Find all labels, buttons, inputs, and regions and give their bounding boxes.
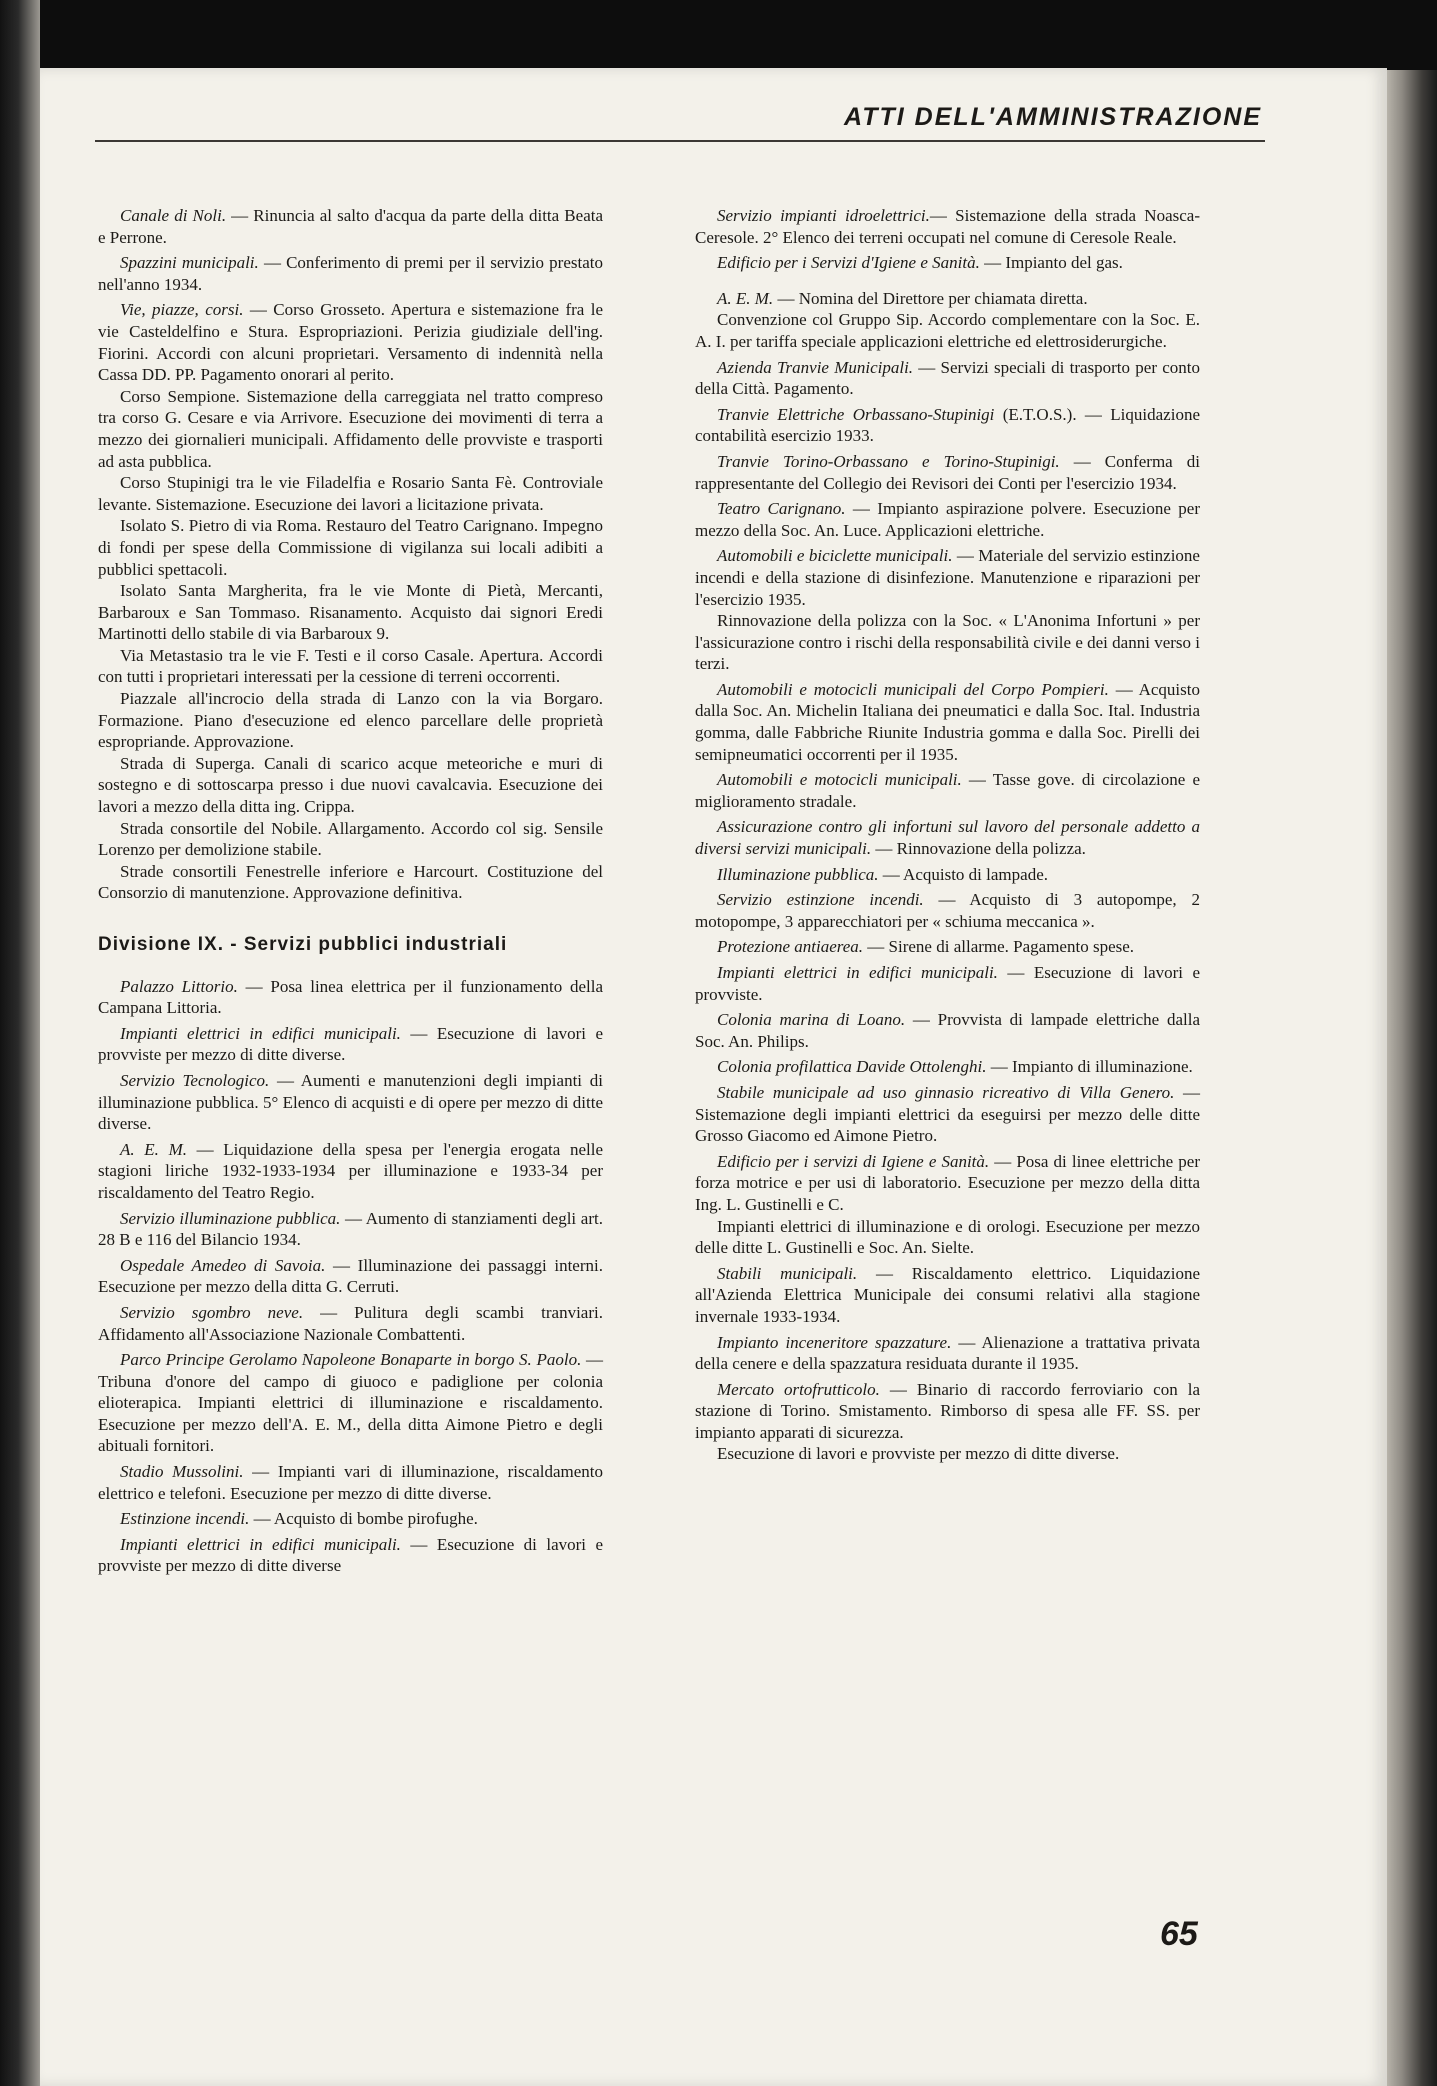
paragraph: Isolato Santa Margherita, fra le vie Monte di Pietà, Mercanti, Barbaroux e San Tommaso. Risanamento. Acquisto dai signori Eredi Martinotti dello stabile di via Barbaroux 9.: [98, 581, 603, 644]
entry: [98, 1255, 603, 1298]
entry-lead: Impianto inceneritore spazzature.: [717, 1332, 952, 1352]
entry: [695, 816, 1200, 859]
entry: [695, 1082, 1200, 1147]
entry-text: — Conferma di rappresentante del Collegio dei Revisori dei Conti per l'esercizio 1934.: [695, 451, 1200, 493]
entry-lead: Servizio illuminazione pubblica.: [120, 1208, 341, 1228]
entry: [695, 357, 1200, 400]
entry: [695, 769, 1200, 812]
entry-text: — Tasse gove. di circolazione e miglioramento stradale.: [695, 770, 1201, 811]
entry: [98, 1208, 603, 1251]
entry-lead: Edificio per i Servizi d'Igiene e Sanità.: [717, 253, 980, 273]
entry-lead: Palazzo Littorio.: [120, 976, 238, 996]
entry-lead: Stadio Mussolini.: [120, 1462, 244, 1482]
entry-lead: Edificio per i servizi di Igiene e Sanità.: [717, 1151, 990, 1171]
paragraph: Strada consortile del Nobile. Allargamento. Accordo col sig. Sensile Lorenzo per demolizione stabile.: [98, 818, 603, 860]
entry-text: — Liquidazione della spesa per l'energia erogata nelle stagioni liriche 1932-1933-1934 per illuminazione e 1933-34 per riscaldamento del Teatro Regio.: [98, 1139, 603, 1202]
entry-text: — Esecuzione di lavori e provviste per mezzo di ditte diverse: [98, 1534, 603, 1576]
entry-text: — Pulitura degli scambi tranviari. Affidamento all'Associazione Nazionale Combattenti.: [98, 1302, 603, 1344]
entry-text: (E.T.O.S.). — Liquidazione contabilità esercizio 1933.: [695, 404, 1200, 446]
entry-lead: Tranvie Torino-Orbassano e Torino-Stupinigi.: [717, 451, 1060, 471]
entry-lead: Stabili municipali.: [717, 1263, 858, 1283]
entry: [695, 1263, 1200, 1328]
entry-lead: Automobili e biciclette municipali.: [717, 546, 953, 566]
scan-right-border: [1387, 70, 1437, 2086]
section-heading: Divisione IX. - Servizi pubblici industriali: [98, 934, 508, 955]
entry: [695, 498, 1200, 541]
entry-lead: Parco Principe Gerolamo Napoleone Bonaparte in borgo S. Paolo.: [120, 1350, 582, 1370]
entry-text: — Binario di raccordo ferroviario con la stazione di Torino. Smistamento. Rimborso di spesa alle FF. SS. per impianto apparati di sicurezza.: [695, 1379, 1200, 1442]
entry-text: — Posa linea elettrica per il funzionamento della Campana Littoria.: [98, 976, 603, 1018]
entry-lead: A. E. M.: [120, 1139, 187, 1159]
entry: [695, 205, 1200, 248]
entry-text: — Acquisto di lampade.: [878, 864, 1048, 884]
left-column: [98, 205, 603, 1581]
entry-text: Rinnovazione della polizza con la Soc. « L'Anonima Infortuni » per l'assicurazione contro i rischi della responsabilità civile e dei danni verso i terzi.: [695, 611, 1200, 674]
entry: [695, 309, 1200, 352]
entry-lead: Mercato ortofrutticolo.: [717, 1379, 880, 1399]
entry: [695, 610, 1200, 675]
entry-text: Esecuzione di lavori e provviste per mezzo di ditte diverse.: [717, 1444, 1120, 1464]
entry: [695, 545, 1200, 610]
entry: [695, 1151, 1200, 1216]
entry-text: — Impianti vari di illuminazione, riscaldamento elettrico e telefoni. Esecuzione per mezzo di ditte diverse.: [98, 1462, 604, 1503]
paragraph: Via Metastasio tra le vie F. Testi e il corso Casale. Apertura. Accordi con tutti i proprietari interessati per la cessione di terreni occorrenti.: [98, 645, 603, 687]
entry-lead: Servizio estinzione incendi.: [717, 890, 924, 910]
entry: [98, 252, 603, 295]
entry-lead: Vie, piazze, corsi.: [120, 300, 244, 320]
entry: [98, 976, 603, 1019]
entry-text: — Riscaldamento elettrico. Liquidazione all'Azienda Elettrica Municipale dei consumi relativi alla stagione invernale 1933-1934.: [695, 1263, 1200, 1326]
entry: [695, 252, 1200, 274]
entry: [98, 1070, 603, 1135]
entry-text: — Corso Grosseto. Apertura e sistemazione fra le vie Casteldelfino e Stura. Espropriazioni. Perizia giudiziale dell'ing. Fiorini. Accordi con alcuni proprietari. Versamento di indennità nella Cassa DD. PP. Pagamento onorari al perito.: [98, 300, 603, 385]
entry-text: — Acquisto di bombe pirofughe.: [249, 1509, 478, 1529]
entry-text: — Provvista di lampade elettriche dalla Soc. An. Philips.: [695, 1010, 1200, 1051]
entry-text: — Aumento di stanziamenti degli art. 28 B e 116 del Bilancio 1934.: [98, 1208, 603, 1250]
entry-lead: Spazzini municipali.: [120, 253, 259, 273]
entry-text: — Aumenti e manutenzioni degli impianti di illuminazione pubblica. 5° Elenco di acquisti e di opere per mezzo di ditte diverse.: [98, 1070, 603, 1134]
entry: [695, 1379, 1200, 1444]
entry-lead: Automobili e motocicli municipali del Corpo Pompieri.: [717, 679, 1109, 699]
entry-lead: Canale di Noli.: [120, 206, 227, 225]
paragraph: Strada di Superga. Canali di scarico acque meteoriche e muri di sostegno e di sottoscarpa presso i due nuovi cavalcavia. Esecuzione dei lavori a mezzo della ditta ing. Crippa.: [98, 753, 603, 817]
page-number: 65: [1160, 1915, 1198, 1953]
running-head: ATTI DELL'AMMINISTRAZIONE: [844, 103, 1262, 131]
entry-text: — Impianto del gas.: [979, 253, 1123, 273]
header-rule: [95, 140, 1265, 142]
entry: [695, 451, 1200, 494]
entry-lead: Impianti elettrici in edifici municipali.: [120, 1023, 401, 1043]
entry-text: — Illuminazione dei passaggi interni. Esecuzione per mezzo della ditta G. Cerruti.: [98, 1255, 603, 1297]
entry: [695, 679, 1200, 765]
entry-text: — Esecuzione di lavori e provviste.: [695, 963, 1200, 1004]
entry: [98, 1302, 603, 1345]
entry-lead: Assicurazione contro gli infortuni sul lavoro del personale addetto a diversi servizi municipali.: [695, 817, 1200, 859]
right-column: [695, 205, 1200, 1469]
entry: [98, 1534, 603, 1577]
entry: [695, 1009, 1200, 1052]
entry-lead: Servizio impianti idroelettrici.: [717, 206, 930, 225]
entry-lead: Stabile municipale ad uso ginnasio ricreativo di Villa Genero.: [717, 1082, 1175, 1102]
entry-lead: Illuminazione pubblica.: [717, 864, 879, 884]
entry-lead: Teatro Carignano.: [717, 499, 846, 519]
entry: [695, 864, 1200, 886]
entry-text: — Rinuncia al salto d'acqua da parte della ditta Beata e Perrone.: [98, 206, 604, 247]
paragraph: Isolato S. Pietro di via Roma. Restauro del Teatro Carignano. Impegno di fondi per spese della Commissione di vigilanza sui locali adibiti a pubblici spettacoli.: [98, 516, 603, 579]
entry-text: — Nomina del Direttore per chiamata diretta.: [773, 288, 1088, 308]
entry-lead: Impianti elettrici in edifici municipali.: [717, 963, 998, 982]
scan-left-border: [0, 0, 40, 2086]
entry-text: — Alienazione a trattativa privata della cenere e della spazzatura residuata durante il 1935.: [695, 1332, 1200, 1374]
entry-lead: Colonia marina di Loano.: [717, 1010, 906, 1030]
entry: [98, 1461, 603, 1504]
entry: [695, 889, 1200, 932]
entry-text: — Tribuna d'onore del campo di giuoco e padiglione per colonia elioterapica. Impianti elettrici di illuminazione e riscaldamento. Esecuzione per mezzo dell'A. E. M., della ditta Aimone Pietro e degli abituali fornitori.: [98, 1350, 604, 1456]
entry-text: — Impianto aspirazione polvere. Esecuzione per mezzo della Soc. An. Luce. Applicazioni elettriche.: [695, 499, 1200, 540]
entry-text: — Sistemazione della strada Noasca-Ceresole. 2° Elenco dei terreni occupati nel comune di Ceresole Reale.: [695, 206, 1200, 247]
entry-lead: Estinzione incendi.: [120, 1509, 250, 1529]
entry-text: Convenzione col Gruppo Sip. Accordo complementare con la Soc. E. A. I. per tariffa speciale applicazioni elettriche ed elettrosiderurgiche.: [695, 310, 1200, 351]
entry-lead: Servizio sgombro neve.: [120, 1302, 304, 1322]
entry-lead: Tranvie Elettriche Orbassano-Stupinigi: [717, 404, 995, 424]
entry: [98, 1508, 603, 1530]
entry: [695, 288, 1200, 310]
entry-text: — Posa di linee elettriche per forza motrice e per usi di laboratorio. Esecuzione per mezzo della ditta Ing. L. Gustinelli e C.: [695, 1151, 1201, 1214]
entry-text: — Rinnovazione della polizza.: [871, 839, 1086, 859]
entry-lead: A. E. M.: [717, 288, 774, 308]
entry-text: — Impianto di illuminazione.: [986, 1057, 1193, 1077]
entry: [98, 205, 603, 248]
entry-text: Impianti elettrici di illuminazione e di orologi. Esecuzione per mezzo delle ditte L. Gustinelli e Soc. An. Sielte.: [695, 1216, 1200, 1258]
entry-text: — Esecuzione di lavori e provviste per mezzo di ditte diverse.: [98, 1023, 603, 1065]
entry-lead: Ospedale Amedeo di Savoia.: [120, 1255, 326, 1275]
entry-lead: Protezione antiaerea.: [717, 937, 864, 957]
entry: [98, 1023, 603, 1066]
entry: [695, 962, 1200, 1005]
paragraph: Strade consortili Fenestrelle inferiore e Harcourt. Costituzione del Consorzio di manutenzione. Approvazione definitiva.: [98, 861, 603, 903]
entry: [98, 1139, 603, 1204]
entry-text: — Sirene di allarme. Pagamento spese.: [863, 937, 1135, 957]
entry-text: — Acquisto dalla Soc. An. Michelin Italiana dei pneumatici e dalla Soc. Ital. Industria gomma, dalle Fabbriche Riunite Industria gomma e dalla Soc. Pirelli dei semipneumatici occorrenti per il 1935.: [695, 679, 1200, 764]
entry: [695, 1332, 1200, 1375]
entry: [695, 1443, 1200, 1465]
entry-lead: Colonia profilattica Davide Ottolenghi.: [717, 1057, 987, 1077]
entry: [98, 299, 603, 385]
paragraph: Piazzale all'incrocio della strada di Lanzo con la via Borgaro. Formazione. Piano d'esecuzione ed elenco parcellare delle proprietà espropriande. Approvazione.: [98, 689, 603, 752]
entry: [695, 404, 1200, 447]
entry: [98, 1349, 603, 1457]
paragraph: Corso Sempione. Sistemazione della carreggiata nel tratto compreso tra corso G. Cesare e via Arrivore. Esecuzione dei movimenti di terra a mezzo dei giornalieri municipali. Affidamento delle provviste e trasporti ad asta pubblica.: [98, 386, 603, 471]
entry: [695, 936, 1200, 958]
entry-text: — Servizi speciali di trasporto per conto della Città. Pagamento.: [695, 357, 1200, 399]
entry: [695, 1056, 1200, 1078]
entry-lead: Servizio Tecnologico.: [120, 1070, 270, 1090]
entry-text: — Materiale del servizio estinzione incendi e della stazione di disinfezione. Manutenzione e riparazioni per l'esercizio 1935.: [695, 546, 1200, 609]
entry-text: — Sistemazione degli impianti elettrici da eseguirsi per mezzo delle ditte Grosso Giacomo ed Aimone Pietro.: [695, 1082, 1200, 1146]
entry: [695, 1216, 1200, 1259]
entry-lead: Impianti elettrici in edifici municipali.: [120, 1534, 401, 1554]
entry-text: — Conferimento di premi per il servizio prestato nell'anno 1934.: [98, 253, 603, 294]
entry-lead: Automobili e motocicli municipali.: [717, 770, 962, 790]
paragraph: Corso Stupinigi tra le vie Filadelfia e Rosario Santa Fè. Controviale levante. Sistemazione. Esecuzione dei lavori a licitazione privata.: [98, 473, 603, 514]
entry-text: — Acquisto di 3 autopompe, 2 motopompe, 3 apparecchiatori per « schiuma meccanica ».: [695, 890, 1200, 931]
entry-lead: Azienda Tranvie Municipali.: [717, 357, 914, 377]
